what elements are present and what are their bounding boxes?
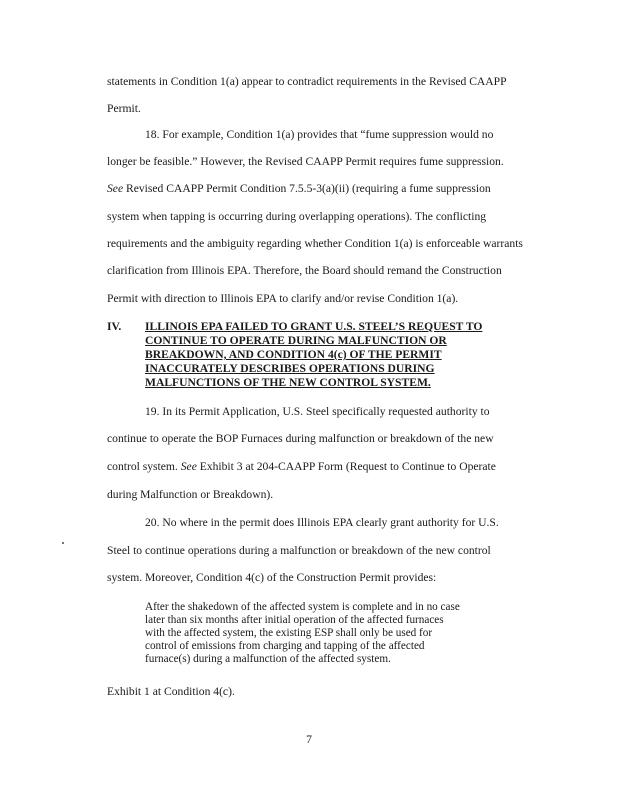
paragraph-18-line-3	[107, 182, 491, 196]
paragraph-20-line-3: system. Moreover, Condition 4(c) of the Construction Permit provides:	[107, 571, 437, 584]
see-signal: See	[180, 460, 197, 473]
paragraph-19-line-3-b: Exhibit 3 at 204-CAAPP Form (Request to Continue to Operate	[196, 460, 496, 473]
block-quote-line-2: later than six months after initial operation of the affected furnaces	[145, 614, 444, 626]
section-heading-line-3: BREAKDOWN, AND CONDITION 4(c) OF THE PERMIT	[145, 348, 442, 361]
scan-speck	[62, 542, 64, 544]
paragraph-18-line-7: Permit with direction to Illinois EPA to clarify and/or revise Condition 1(a).	[107, 292, 459, 305]
citation: Exhibit 1 at Condition 4(c).	[107, 685, 235, 698]
section-heading-line-5: MALFUNCTIONS OF THE NEW CONTROL SYSTEM.	[145, 376, 431, 389]
paragraph-18-line-6: clarification from Illinois EPA. Therefore, the Board should remand the Construction	[107, 264, 502, 277]
paragraph-19-line-1: 19. In its Permit Application, U.S. Steel specifically requested authority to	[145, 405, 490, 418]
paragraph-19-line-4: during Malfunction or Breakdown).	[107, 488, 274, 501]
section-heading-line-2: CONTINUE TO OPERATE DURING MALFUNCTION OR	[145, 334, 447, 347]
paragraph-18-line-5: requirements and the ambiguity regarding whether Condition 1(a) is enforceable warrants	[107, 237, 523, 250]
paragraph-18-line-4: system when tapping is occurring during overlapping operations). The conflicting	[107, 210, 487, 223]
paragraph-20-line-2: Steel to continue operations during a malfunction or breakdown of the new control	[107, 544, 491, 557]
paragraph-17-line-1: statements in Condition 1(a) appear to contradict requirements in the Revised CAAPP	[107, 75, 507, 88]
page-number: 7	[306, 733, 312, 746]
paragraph-19-line-3	[107, 460, 496, 474]
paragraph-19-line-3-a: control system.	[107, 460, 181, 473]
paragraph-18-line-2: longer be feasible.” However, the Revised CAAPP Permit requires fume suppression.	[107, 155, 504, 168]
section-heading-line-4: INACCURATELY DESCRIBES OPERATIONS DURING	[145, 362, 435, 375]
see-signal: See	[107, 182, 124, 195]
block-quote-line-3: with the affected system, the existing ESP shall only be used for	[145, 627, 433, 639]
section-heading-line-1: ILLINOIS EPA FAILED TO GRANT U.S. STEEL’S REQUEST TO	[145, 320, 483, 333]
block-quote-line-4: control of emissions from charging and tapping of the affected	[145, 640, 425, 652]
section-number: IV.	[107, 320, 122, 333]
block-quote-line-1: After the shakedown of the affected system is complete and in no case	[145, 601, 460, 613]
block-quote-line-5: furnace(s) during a malfunction of the affected system.	[145, 653, 391, 665]
paragraph-17-line-2: Permit.	[107, 102, 141, 115]
paragraph-20-line-1: 20. No where in the permit does Illinois EPA clearly grant authority for U.S.	[145, 516, 499, 529]
paragraph-18-line-1: 18. For example, Condition 1(a) provides that “fume suppression would no	[145, 128, 494, 141]
paragraph-18-line-3-text: Revised CAAPP Permit Condition 7.5.5-3(a)(ii) (requiring a fume suppression	[126, 182, 491, 195]
paragraph-19-line-2: continue to operate the BOP Furnaces during malfunction or breakdown of the new	[107, 432, 494, 445]
